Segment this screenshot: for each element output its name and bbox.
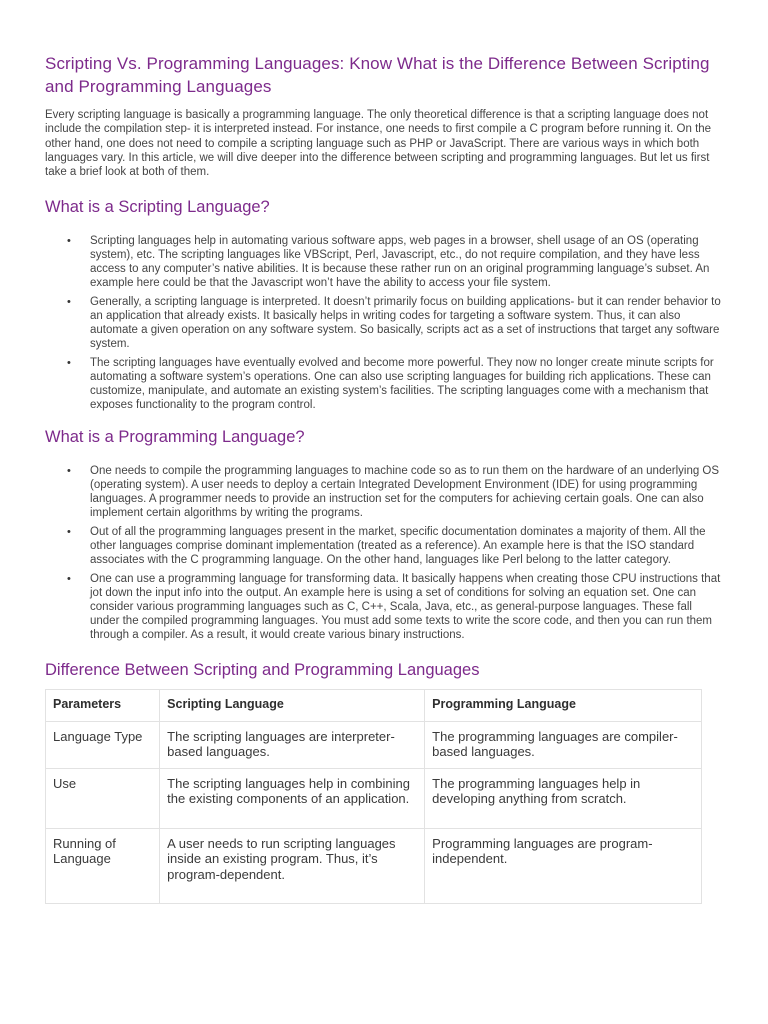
list-item-text: One can use a programming language for transforming data. It basically happens when creating those CPU instructions that jot down the input info into the output. An example here is using a set of conditions for solving an equation set. One can consider various programming languages such as C, C++, Scala, Java, etc., as general-purpose languages. These fall under the compiled programming languages. You must add some texts to write the score code, and then you can run them through a compiler. As a result, it would create various binary instructions. [90,573,721,642]
table-row [46,721,702,768]
difference-heading: Difference Between Scripting and Programming Languages [45,661,480,680]
table-cell: Programming languages are program-independent. [425,828,702,903]
intro-paragraph: Every scripting language is basically a programming language. The only theoretical difference is that a scripting language does not include the compilation step- it is interpreted instead. For instance, one needs to first compile a C program before running it. On the other hand, one does not need to compile a scripting language such as PHP or JavaScript. There are various ways in which both languages vary. In this article, we will dive deeper into the difference between scripting and programming languages. But let us first take a brief look at both of them. [45,109,712,179]
bullet-icon: • [67,235,71,248]
list-item [45,464,723,520]
table-cell: Use [46,768,160,828]
table-row [46,768,702,828]
bullet-icon: • [67,573,71,586]
table-header-row [46,690,702,722]
bullet-icon: • [67,526,71,539]
bullet-icon: • [67,357,71,370]
list-item-text: Generally, a scripting language is interpreted. It doesn’t primarily focus on building applications- but it can render behavior to an application that already exists. It basically helps in writing codes for targeting a software system. Thus, it can also automate a given operation on any software system. So basically, scripts act as a set of instructions that target any software system. [90,296,721,351]
list-item [45,356,723,412]
list-item-text: One needs to compile the programming languages to machine code so as to run them on the hardware of an underlying OS (operating system). A user needs to deploy a certain Integrated Development Environment (IDE) for using programming languages. A programmer needs to provide an instruction set for the computers for achieving certain goals. One can also implement certain algorithms by writing the programs. [90,465,720,520]
programming-heading: What is a Programming Language? [45,428,305,447]
table-cell: The scripting languages help in combining the existing components of an application. [160,768,425,828]
scripting-bullet-list [45,234,723,412]
list-item-text: Out of all the programming languages present in the market, specific documentation dominates a majority of them. All the other languages comprise dominant implementation (treated as a reference). An example here is that the ISO standard associates with the C programming language. On the other hand, languages like Perl belong to the latter category. [90,526,706,567]
list-item [45,295,723,351]
list-item-text: Scripting languages help in automating various software apps, web pages in a browser, shell usage of an OS (operating system), etc. The scripting languages like VBScript, Perl, Javascript, etc., do not require compilation, and they have less access to any computer’s native abilities. It is because these rather run on an original programming language’s subset. An example here could be that the Javascript won’t have the ability to access your file system. [90,235,710,290]
table-cell: The scripting languages are interpreter-based languages. [160,721,425,768]
table-header-cell: Programming Language [425,690,702,722]
table-cell: Language Type [46,721,160,768]
list-item [45,525,723,567]
table-cell: The programming languages help in developing anything from scratch. [425,768,702,828]
list-item [45,234,723,290]
table-header-cell: Parameters [46,690,160,722]
bullet-icon: • [67,465,71,478]
list-item-text: The scripting languages have eventually evolved and become more powerful. They now no longer create minute scripts for automating a software system’s operations. One can also use scripting languages for building rich applications. These can customize, manipulate, and automate an existing system’s facilities. The scripting languages come with a mechanism that exposes functionality to the program control. [90,357,714,412]
table-cell: Running of Language [46,828,160,903]
table-row [46,828,702,903]
table-cell: A user needs to run scripting languages inside an existing program. Thus, it’s program-dependent. [160,828,425,903]
document-title: Scripting Vs. Programming Languages: Know What is the Difference Between Scripting and Programming Languages [45,54,710,96]
list-item [45,572,723,642]
programming-bullet-list [45,464,723,642]
table-header-cell: Scripting Language [160,690,425,722]
table-cell: The programming languages are compiler-based languages. [425,721,702,768]
bullet-icon: • [67,296,71,309]
scripting-heading: What is a Scripting Language? [45,198,270,217]
comparison-table [45,689,702,904]
